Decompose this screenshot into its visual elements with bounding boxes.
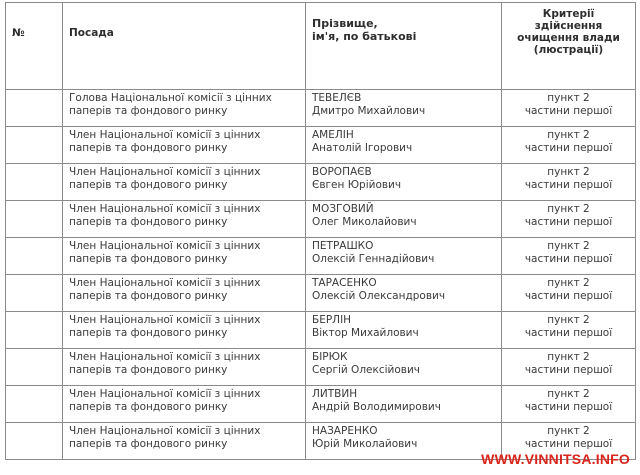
row-criteria-cell [502, 238, 636, 275]
row-criteria-line1: пункт 2 [547, 129, 590, 141]
row-position-cell [63, 349, 306, 386]
header-number: № [6, 3, 63, 90]
row-number-cell [6, 164, 63, 201]
table-row [6, 201, 636, 238]
table-row [6, 238, 636, 275]
row-criteria-line2: частини першої [524, 105, 613, 117]
row-position-cell [63, 127, 306, 164]
row-criteria-line2: частини першої [524, 142, 613, 154]
table-row [6, 386, 636, 423]
row-criteria-line1: пункт 2 [547, 351, 590, 363]
header-position: Посада [63, 3, 306, 90]
row-criteria-line2: частини першої [524, 364, 613, 376]
row-position-line1: Член Національної комісії з цінних [69, 277, 261, 289]
table-body [6, 90, 636, 460]
lustration-table [5, 2, 636, 460]
row-name-cell [306, 90, 502, 127]
row-position-line1: Член Національної комісії з цінних [69, 351, 261, 363]
row-criteria-line1: пункт 2 [547, 203, 590, 215]
row-criteria-line2: частини першої [524, 438, 613, 450]
row-name-cell [306, 312, 502, 349]
row-criteria-line2: частини першої [524, 327, 613, 339]
row-given-names: Анатолій Ігорович [312, 142, 413, 154]
row-position-cell [63, 275, 306, 312]
table-row [6, 127, 636, 164]
row-given-names: Сергій Олексійович [312, 364, 420, 376]
row-criteria-line2: частини першої [524, 216, 613, 228]
row-surname: БЕРЛІН [312, 314, 352, 326]
header-full-name-line2: ім'я, по батькові [312, 30, 417, 43]
row-criteria-cell [502, 386, 636, 423]
row-given-names: Юрій Миколайович [312, 438, 418, 450]
row-surname: ТАРАСЕНКО [312, 277, 377, 289]
row-number-cell [6, 423, 63, 460]
row-position-cell [63, 201, 306, 238]
row-position-line1: Член Національної комісії з цінних [69, 166, 261, 178]
row-given-names: Олексій Геннадійович [312, 253, 435, 265]
table-row [6, 312, 636, 349]
row-criteria-cell [502, 164, 636, 201]
row-surname: ТЕВЕЛЄВ [312, 92, 362, 104]
row-position-line2: паперів та фондового ринку [69, 216, 228, 228]
header-criteria-line4: (люстрації) [533, 44, 604, 56]
row-criteria-line1: пункт 2 [547, 92, 590, 104]
table-header-row [6, 3, 636, 90]
header-full-name-line1: Прізвище, [312, 17, 378, 30]
table-row [6, 349, 636, 386]
table-row [6, 275, 636, 312]
lustration-table-container [5, 2, 635, 460]
row-surname: НАЗАРЕНКО [312, 425, 378, 437]
row-given-names: Андрій Володимирович [312, 401, 441, 413]
row-given-names: Олег Миколайович [312, 216, 417, 228]
row-position-cell [63, 423, 306, 460]
row-criteria-cell [502, 275, 636, 312]
row-position-line2: паперів та фондового ринку [69, 253, 228, 265]
header-criteria [502, 3, 636, 90]
row-criteria-cell [502, 312, 636, 349]
row-number-cell [6, 349, 63, 386]
site-watermark [481, 451, 630, 467]
row-criteria-line1: пункт 2 [547, 425, 590, 437]
row-position-cell [63, 386, 306, 423]
row-criteria-cell [502, 349, 636, 386]
row-position-line1: Член Національної комісії з цінних [69, 129, 261, 141]
header-full-name [306, 3, 502, 90]
row-given-names: Віктор Михайлович [312, 327, 419, 339]
header-criteria-line1: Критерії [542, 8, 595, 20]
row-position-line1: Голова Національної комісії з цінних [69, 92, 272, 104]
row-number-cell [6, 127, 63, 164]
row-position-line2: паперів та фондового ринку [69, 401, 228, 413]
row-criteria-line2: частини першої [524, 290, 613, 302]
row-position-line2: паперів та фондового ринку [69, 327, 228, 339]
row-surname: ЛИТВИН [312, 388, 358, 400]
row-name-cell [306, 386, 502, 423]
row-position-line1: Член Національної комісії з цінних [69, 314, 261, 326]
table-row [6, 90, 636, 127]
row-position-cell [63, 238, 306, 275]
row-criteria-line2: частини першої [524, 179, 613, 191]
row-criteria-line2: частини першої [524, 401, 613, 413]
row-given-names: Євген Юрійович [312, 179, 402, 191]
row-position-line2: паперів та фондового ринку [69, 290, 228, 302]
row-name-cell [306, 423, 502, 460]
row-given-names: Олексій Олександрович [312, 290, 446, 302]
row-number-cell [6, 312, 63, 349]
row-position-line2: паперів та фондового ринку [69, 105, 228, 117]
row-name-cell [306, 349, 502, 386]
row-number-cell [6, 386, 63, 423]
row-number-cell [6, 275, 63, 312]
row-position-line2: паперів та фондового ринку [69, 179, 228, 191]
row-position-line1: Член Національної комісії з цінних [69, 425, 261, 437]
row-position-line1: Член Національної комісії з цінних [69, 203, 261, 215]
row-position-cell [63, 90, 306, 127]
header-criteria-line3: очищення влади [517, 32, 620, 44]
row-position-line1: Член Національної комісії з цінних [69, 388, 261, 400]
row-criteria-line1: пункт 2 [547, 388, 590, 400]
row-criteria-line1: пункт 2 [547, 240, 590, 252]
row-position-line1: Член Національної комісії з цінних [69, 240, 261, 252]
row-name-cell [306, 127, 502, 164]
row-number-cell [6, 90, 63, 127]
watermark-prefix: WWW. [481, 451, 525, 467]
row-criteria-line1: пункт 2 [547, 314, 590, 326]
row-surname: МОЗГОВИЙ [312, 203, 374, 215]
row-position-cell [63, 312, 306, 349]
row-surname: ВОРОПАЄВ [312, 166, 372, 178]
row-criteria-line2: частини першої [524, 253, 613, 265]
row-number-cell [6, 238, 63, 275]
row-position-line2: паперів та фондового ринку [69, 364, 228, 376]
row-given-names: Дмитро Михайлович [312, 105, 426, 117]
row-name-cell [306, 238, 502, 275]
row-criteria-cell [502, 90, 636, 127]
row-position-line2: паперів та фондового ринку [69, 142, 228, 154]
watermark-domain: VINNITSA.INFO [524, 451, 630, 467]
row-criteria-line1: пункт 2 [547, 277, 590, 289]
row-criteria-cell [502, 201, 636, 238]
row-surname: ПЕТРАШКО [312, 240, 374, 252]
row-name-cell [306, 164, 502, 201]
row-name-cell [306, 275, 502, 312]
row-surname: БІРЮК [312, 351, 348, 363]
row-surname: АМЕЛІН [312, 129, 354, 141]
header-criteria-line2: здійснення [534, 20, 603, 32]
row-name-cell [306, 201, 502, 238]
table-row [6, 164, 636, 201]
row-position-cell [63, 164, 306, 201]
row-number-cell [6, 201, 63, 238]
row-position-line2: паперів та фондового ринку [69, 438, 228, 450]
row-criteria-cell [502, 127, 636, 164]
row-criteria-line1: пункт 2 [547, 166, 590, 178]
